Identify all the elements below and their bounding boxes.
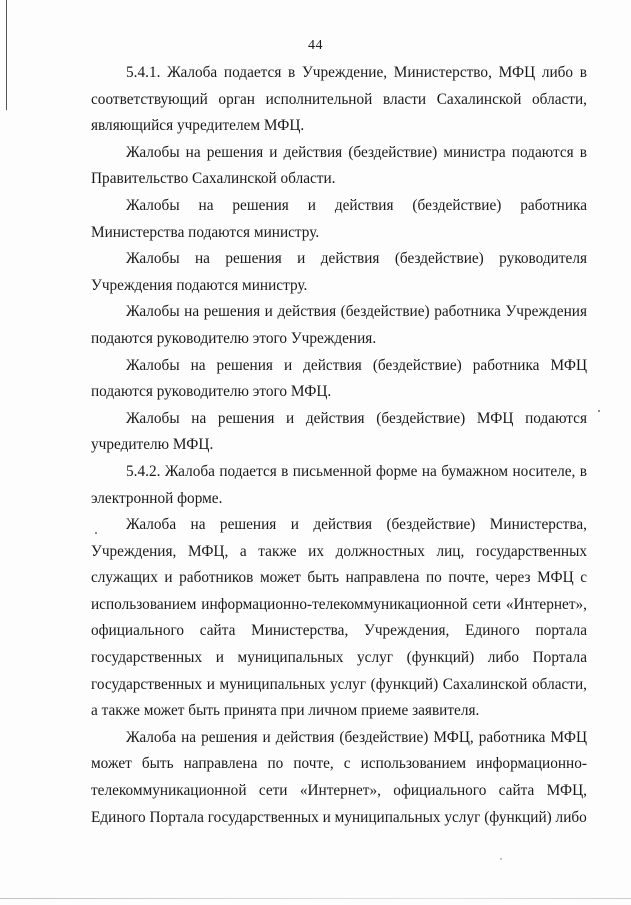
paragraph-5-4-1: 5.4.1. Жалоба подается в Учреждение, Министерство, МФЦ либо в соответствующий орган исполнительной власти Сахалинской области, являющийся учредителем МФЦ. (91, 64, 587, 135)
scan-edge-bottom (0, 898, 631, 899)
paragraph-complaint-mfc: Жалобы на решения и действия (бездействие) МФЦ подаются учредителю МФЦ. (91, 409, 587, 454)
scan-speck (95, 532, 97, 534)
paragraph-complaint-ministry-employee: Жалобы на решения и действия (бездействие) работника Министерства подаются министру. (91, 196, 587, 241)
page-number: 44 (308, 38, 323, 53)
scan-edge-left (6, 0, 7, 110)
scan-speck (598, 410, 600, 412)
paragraph-submission-channels: Жалоба на решения и действия (бездействие) Министерства, Учреждения, МФЦ, а также их должностных лиц, государственных служащих и работников может быть направлена по почте, через МФЦ с использованием информационно-телекоммуникационной сети «Интернет», официального сайта Министерства, Учреждения, Единого портала государственных и муниципальных услуг (функций) либо Портала государственных и муниципальных услуг (функций) Сахалинской области, а также может быть принята при личном приеме заявителя. (91, 516, 587, 720)
paragraph-complaint-minister: Жалобы на решения и действия (бездействие) министра подаются в Правительство Сахалинской области. (91, 143, 587, 188)
document-body (91, 60, 587, 831)
paragraph-complaint-institution-head: Жалобы на решения и действия (бездействие) руководителя Учреждения подаются министру. (91, 250, 587, 294)
scan-speck (500, 858, 502, 860)
paragraph-5-4-2: 5.4.2. Жалоба подается в письменной форме на бумажном носителе, в электронной форме. (91, 462, 587, 507)
paragraph-complaint-mfc-employee: Жалобы на решения и действия (бездействие) работника МФЦ подаются руководителю этого МФЦ. (91, 356, 587, 401)
paragraph-complaint-institution-employee: Жалобы на решения и действия (бездействие) работника Учреждения подаются руководителю этого Учреждения. (91, 303, 587, 347)
paragraph-mfc-submission-channels: Жалоба на решения и действия (бездействие) МФЦ, работника МФЦ может быть направлена по почте, с использованием информационно-телекоммуникационной сети «Интернет», официального сайта МФЦ, Единого Портала государственных и муниципальных услуг (функций) либо (91, 728, 587, 826)
